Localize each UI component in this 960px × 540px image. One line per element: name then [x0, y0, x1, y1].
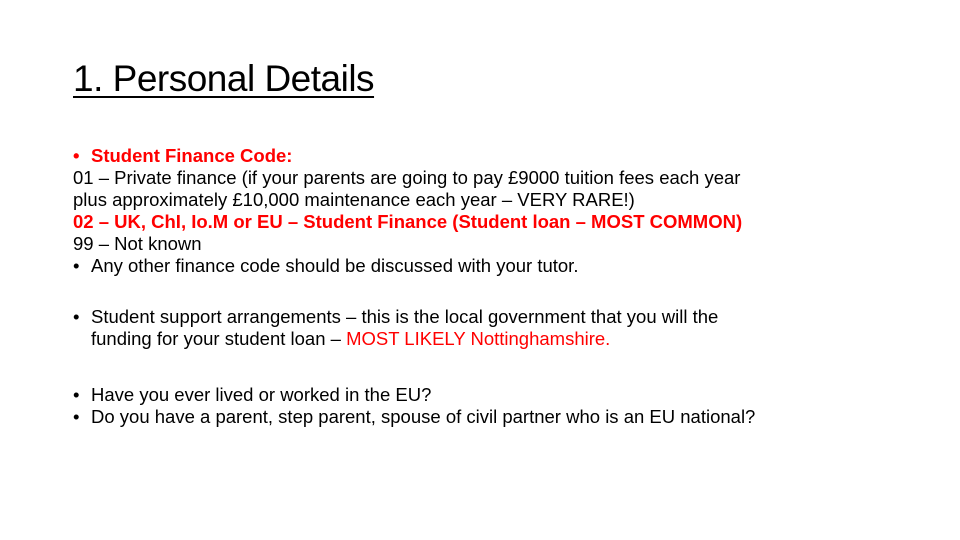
finance-code-other	[73, 255, 903, 277]
finance-code-01-line-2: plus approximately £10,000 maintenance each year – VERY RARE!)	[73, 189, 635, 210]
eu-question-family-text: Do you have a parent, step parent, spouse of civil partner who is an EU national?	[91, 406, 756, 427]
bullet-icon: •	[73, 306, 80, 327]
bullet-icon: •	[73, 255, 80, 276]
finance-code-heading-text: Student Finance Code:	[91, 145, 293, 166]
support-arrangements-plain: funding for your student loan –	[91, 328, 347, 349]
support-arrangements	[73, 306, 903, 328]
support-arrangements-text: Student support arrangements – this is the local government that you will the	[91, 306, 719, 327]
bullet-icon: •	[73, 145, 80, 166]
finance-code-01-line-1: 01 – Private finance (if your parents are going to pay £9000 tuition fees each year	[73, 167, 741, 188]
spacer	[73, 350, 903, 384]
spacer	[73, 277, 903, 306]
eu-question-lived-text: Have you ever lived or worked in the EU?	[91, 384, 432, 405]
eu-question-lived	[73, 384, 903, 406]
finance-code-other-text: Any other finance code should be discussed with your tutor.	[91, 255, 579, 276]
slide-title: 1. Personal Details	[73, 58, 375, 99]
bullet-icon: •	[73, 406, 80, 427]
finance-code-02: 02 – UK, ChI, Io.M or EU – Student Finance (Student loan – MOST COMMON)	[73, 211, 743, 232]
support-arrangements-highlight: MOST LIKELY Nottinghamshire.	[346, 328, 611, 349]
slide-body	[73, 145, 903, 428]
bullet-icon: •	[73, 384, 80, 405]
eu-question-family	[73, 406, 903, 428]
finance-code-99: 99 – Not known	[73, 233, 202, 254]
support-arrangements-line-2	[73, 328, 903, 350]
finance-code-heading	[73, 145, 903, 167]
